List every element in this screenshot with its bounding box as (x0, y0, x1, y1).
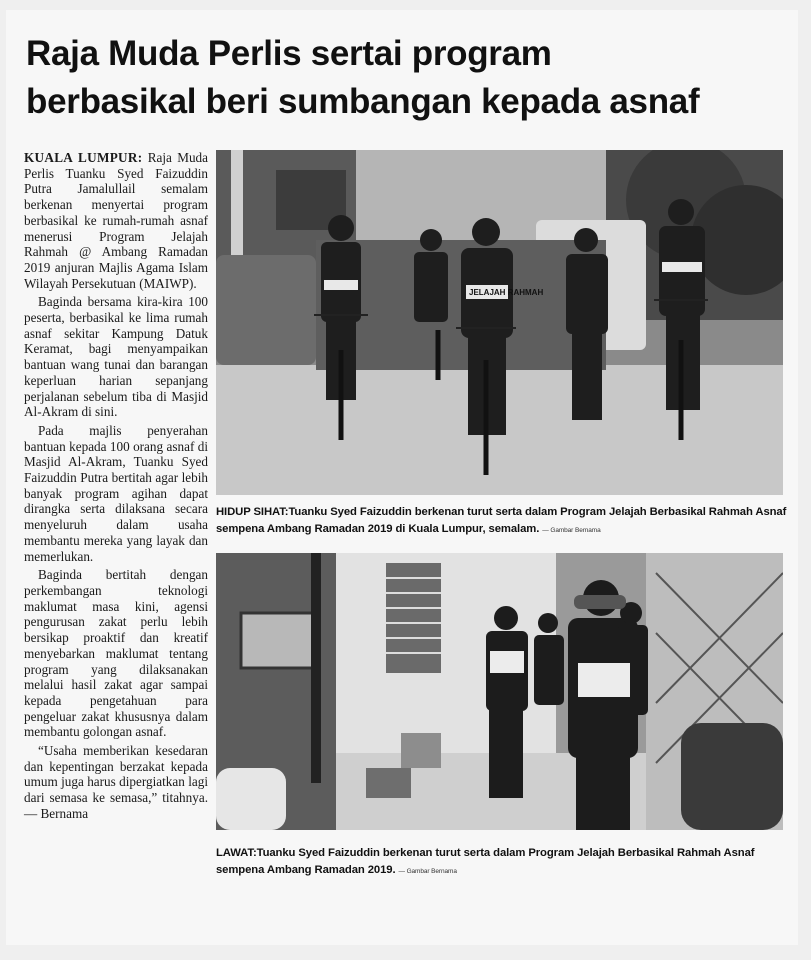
caption-2-label: LAWAT: (216, 847, 257, 859)
cyclists-photo (216, 150, 783, 495)
visit-photo (216, 553, 783, 830)
article-paragraph-2: Baginda bersama kira-kira 100 peserta, berbasikal ke lima rumah asnaf sekitar Kampung Datuk Keramat, bagi menyampaikan bantuan wang tunai dan barangan keperluan harian sepanjang perjalanan sebelum tiba di Masjid Al-Akram di sini. (24, 294, 208, 420)
caption-1-credit: — Gambar Bernama (542, 527, 601, 534)
dateline: KUALA LUMPUR: (24, 150, 143, 165)
article-paragraph-3: Pada majlis penyerahan bantuan kepada 100 orang asnaf di Masjid Al-Akram, Tuanku Syed Faizuddin Putra bertitah agar lebih banyak program agihan dapat dirangka serta dilaksana secara menyeluruh dalam usaha membantu mereka yang layak dan memerlukan. (24, 422, 208, 564)
headline-line-1: Raja Muda Perlis sertai program (26, 34, 552, 73)
photo-1-caption (216, 504, 788, 539)
article-body (24, 150, 208, 825)
caption-2-credit: — Gambar Bernama (398, 868, 457, 875)
article-paragraph-4: Baginda bertitah dengan perkembangan teknologi maklumat masa kini, agensi pengurusan zakat perlu lebih bersikap proaktif dan kreatif menyebarkan maklumat tentang program yang dilaksanakan melalui hasil zakat agar sampai kepada pengetahuan para pengeluar zakat khususnya dalam membantu golongan asnaf. (24, 567, 208, 740)
article-paragraph-1: KUALA LUMPUR: Raja Muda Perlis Tuanku Syed Faizuddin Putra Jamalullail semalam berkenan menyertai program berbasikal ke rumah-rumah asnaf menerusi Program Jelajah Rahmah @ Ambang Ramadan 2019 anjuran Majlis Agama Islam Wilayah Persekutuan (MAIWP). (24, 150, 209, 291)
jersey-text: JELAJAH RAHMAH (469, 288, 544, 297)
caption-2-text: Tuanku Syed Faizuddin berkenan turut serta dalam Program Jelajah Berbasikal Rahmah Asnaf sempena Ambang Ramadan 2019. (216, 847, 755, 876)
article-paragraph-5: “Usaha memberikan kesedaran dan kepentingan berzakat kepada umum juga harus dipergiatkan lagi dari semasa ke semasa,” titahnya. — Bernama (24, 743, 208, 821)
newspaper-page (6, 10, 798, 945)
headline-line-2: berbasikal beri sumbangan kepada asnaf (26, 82, 700, 121)
caption-1-text: Tuanku Syed Faizuddin berkenan turut serta dalam Program Jelajah Berbasikal Rahmah Asnaf sempena Ambang Ramadan 2019 di Kuala Lumpur, semalam. (216, 506, 787, 535)
caption-1-label: HIDUP SIHAT: (216, 506, 289, 518)
photo-2-caption (216, 845, 788, 880)
headline (26, 30, 786, 126)
